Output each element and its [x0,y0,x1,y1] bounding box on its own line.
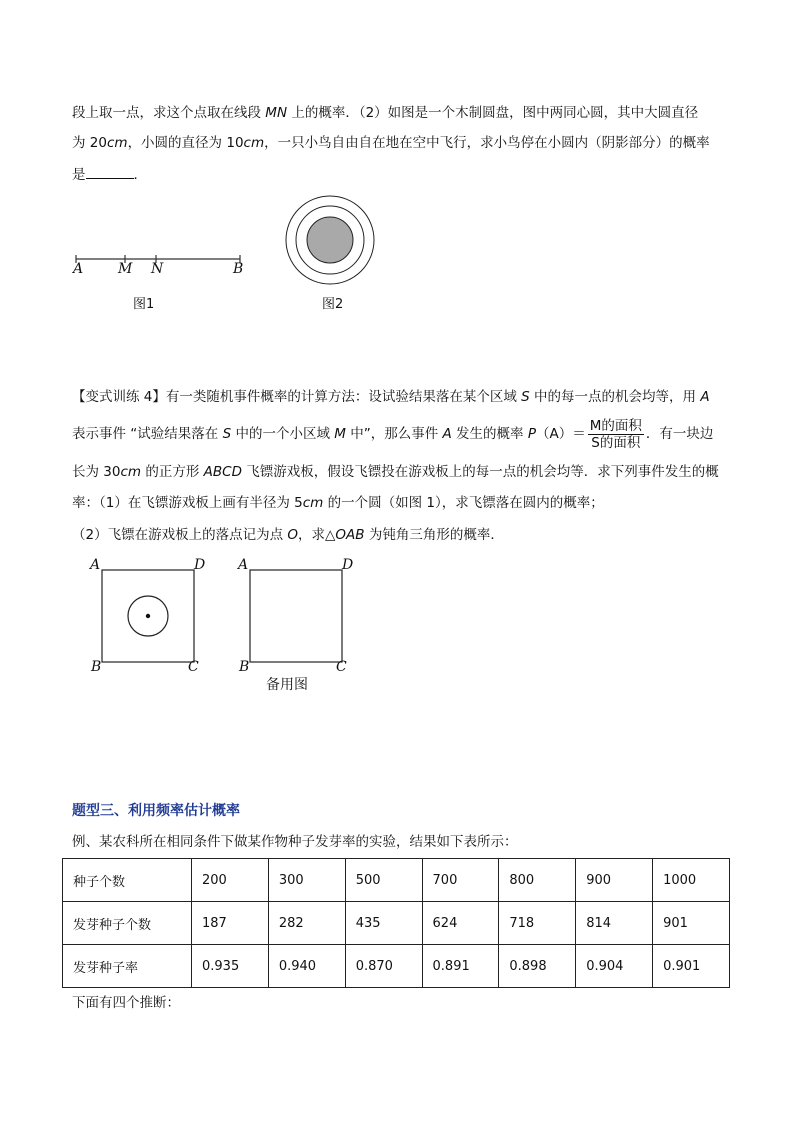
answer-blank [86,164,134,179]
row-header: 种子个数 [63,859,192,902]
table-cell: 0.891 [422,945,499,988]
point-label-n: N [151,261,164,277]
row-header: 发芽种子个数 [63,902,192,945]
square-left-label-c: C [188,659,199,675]
table-cell: 624 [422,902,499,945]
table-cell: 800 [499,859,576,902]
table-row [63,945,730,988]
paragraph1-line3: 是 ． [72,164,147,185]
square-right-label-d: D [342,557,354,573]
square-left-label-d: D [194,557,206,573]
point-label-b: B [233,261,244,277]
row-header: 发芽种子率 [63,945,192,988]
variant-line4: 率：（1）在飞镖游戏板上画有半径为 5cm 的一个圆（如图 1），求飞镖落在圆内的概率； [72,495,604,511]
variant-line5: （2）飞镖在游戏板上的落点记为点 O，求△OAB 为钝角三角形的概率． [72,527,504,543]
paragraph1-line2: 为 20cm，小圆的直径为 10cm，一只小鸟自由自在地在空中飞行，求小鸟停在小圆内（阴影部分）的概率 [72,135,710,151]
spare-figure-caption: 备用图 [266,677,308,693]
table-cell: 1000 [653,859,730,902]
square-figures [90,560,360,680]
square-right-label-c: C [336,659,347,675]
table-cell: 300 [268,859,345,902]
table-cell: 0.940 [268,945,345,988]
figure2-caption: 图2 [322,297,344,312]
section-title: 题型三、利用频率估计概率 [72,803,240,819]
table-cell: 435 [345,902,422,945]
table-cell: 282 [268,902,345,945]
table-cell: 500 [345,859,422,902]
point-label-m: M [118,261,133,277]
shaded-inner-circle [307,217,353,263]
table-cell: 200 [192,859,269,902]
table-cell: 0.870 [345,945,422,988]
square-right-label-a: A [238,557,249,573]
table-cell: 814 [576,902,653,945]
spare-square [250,570,342,662]
table-cell: 0.904 [576,945,653,988]
circle-center-dot [146,614,150,618]
variant-line3: 长为 30cm 的正方形 ABCD 飞镖游戏板，假设飞镖投在游戏板上的每一点的机会均等．求下列事件发生的概 [72,464,719,480]
variant-line2: 表示事件 “试验结果落在 S 中的一个小区域 M 中”，那么事件 A 发生的概率 P（A）＝ $\frac{\text{M的面积}}{\text{S的面积}}$ ．有一块边 [72,417,714,451]
table-row [63,859,730,902]
square-left-label-b: B [91,659,102,675]
probability-fraction: $\frac{\text{M的面积}}{\text{S的面积}}$ [589,417,642,451]
table-cell: 0.901 [653,945,730,988]
table-cell: 700 [422,859,499,902]
after-table-text: 下面有四个推断： [72,995,180,1011]
table-cell: 0.898 [499,945,576,988]
germination-table [62,858,730,988]
table-row [63,902,730,945]
section-intro: 例、某农科所在相同条件下做某作物种子发芽率的实验，结果如下表所示： [72,834,518,850]
paragraph1-line1: 段上取一点，求这个点取在线段 MN 上的概率．（2）如图是一个木制圆盘，图中两同心圆，其中大圆直径 [72,105,699,121]
point-label-a: A [73,261,84,277]
table-cell: 718 [499,902,576,945]
figure1-caption: 图1 [133,297,155,312]
figure2-disc [283,193,377,287]
square-right-label-b: B [239,659,250,675]
table-cell: 901 [653,902,730,945]
table-cell: 900 [576,859,653,902]
variant-line1: 【变式训练 4】有一类随机事件概率的计算方法：设试验结果落在某个区域 S 中的每一点的机会均等，用 A [72,389,710,405]
square-left-label-a: A [90,557,101,573]
table-cell: 187 [192,902,269,945]
table-cell: 0.935 [192,945,269,988]
